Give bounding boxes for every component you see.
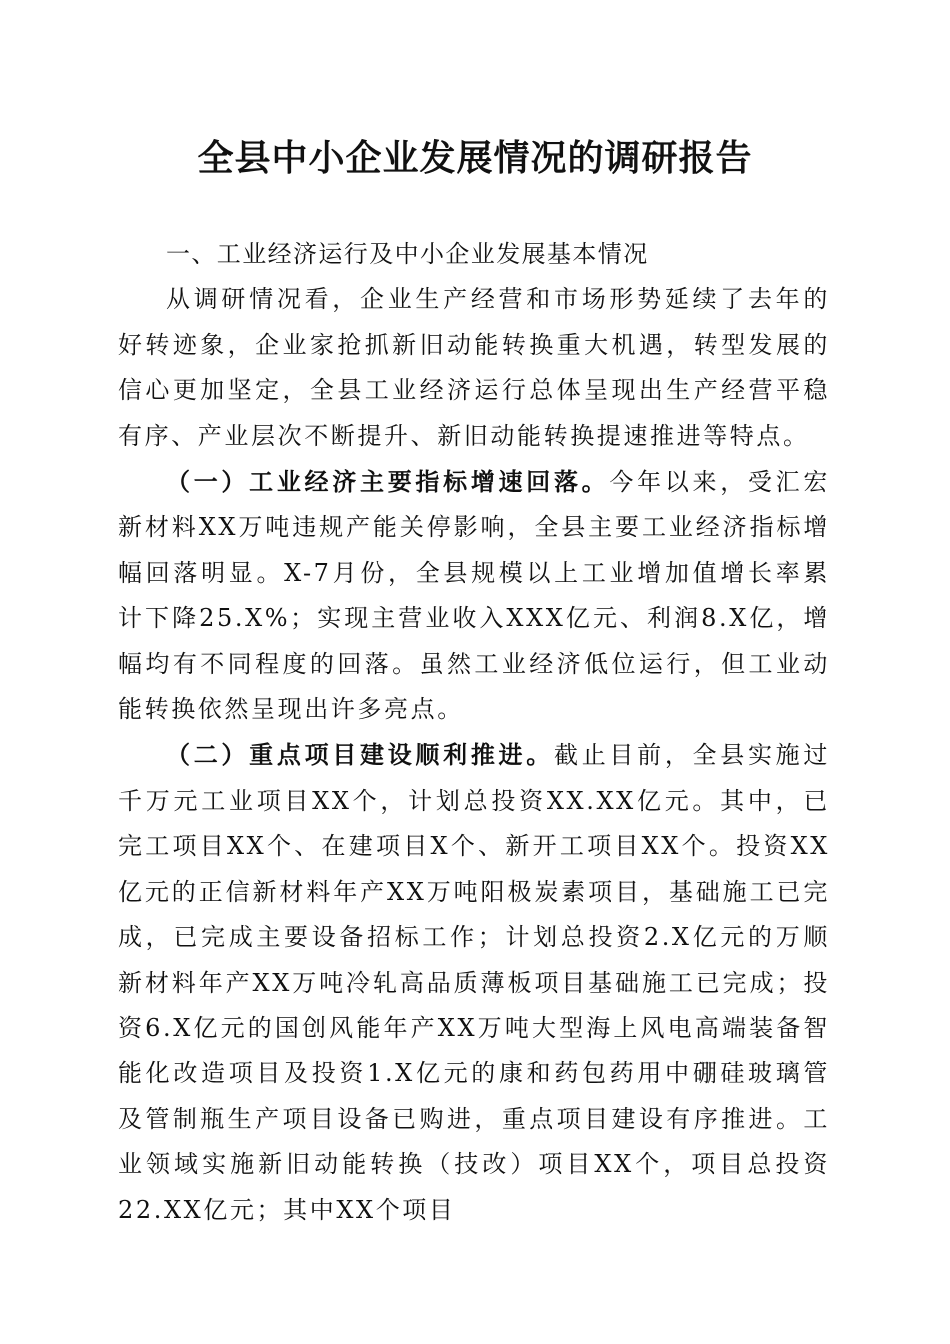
paragraph-key-projects [118,732,830,1232]
paragraph-text: 从调研情况看，企业生产经营和市场形势延续了去年的好转迹象，企业家抢抓新旧动能转换重大机遇，转型发展的信心更加坚定，全县工业经济运行总体呈现出生产经营平稳有序、产业层次不断提升、新旧动能转换提速推进等特点。 [118,285,830,450]
paragraph-lead-heading: （二）重点项目建设顺利推进。 [166,740,554,770]
section-heading: 一、工业经济运行及中小企业发展基本情况 [166,240,649,268]
document-body [118,232,830,1233]
paragraph-text: 今年以来，受汇宏新材料XX万吨违规产能关停影响，全县主要工业经济指标增幅回落明显。X-7月份，全县规模以上工业增加值增长率累计下降25.X%；实现主营业收入XXX亿元、利润8.X亿，增幅均有不同程度的回落。虽然工业经济低位运行，但工业动能转换依然呈现出许多亮点。 [118,468,830,724]
paragraph-industrial-indicators [118,459,830,732]
document-title: 全县中小企业发展情况的调研报告 [197,137,753,179]
paragraph-overview [118,277,830,459]
paragraph-lead-heading: （一）工业经济主要指标增速回落。 [166,467,610,497]
paragraph-text: 截止目前，全县实施过千万元工业项目XX个，计划总投资XX.XX亿元。其中，已完工项目XX个、在建项目X个、新开工项目XX个。投资XX亿元的正信新材料年产XX万吨阳极炭素项目，基础施工已完成，已完成主要设备招标工作；计划总投资2.X亿元的万顺新材料年产XX万吨冷轧高品质薄板项目基础施工已完成；投资6.X亿元的国创风能年产XX万吨大型海上风电高端装备智能化改造项目及投资1.X亿元的康和药包药用中硼硅玻璃管及管制瓶生产项目设备已购进，重点项目建设有序推进。工业领域实施新旧动能转换（技改）项目XX个，项目总投资22.XX亿元；其中XX个项目 [118,741,830,1224]
